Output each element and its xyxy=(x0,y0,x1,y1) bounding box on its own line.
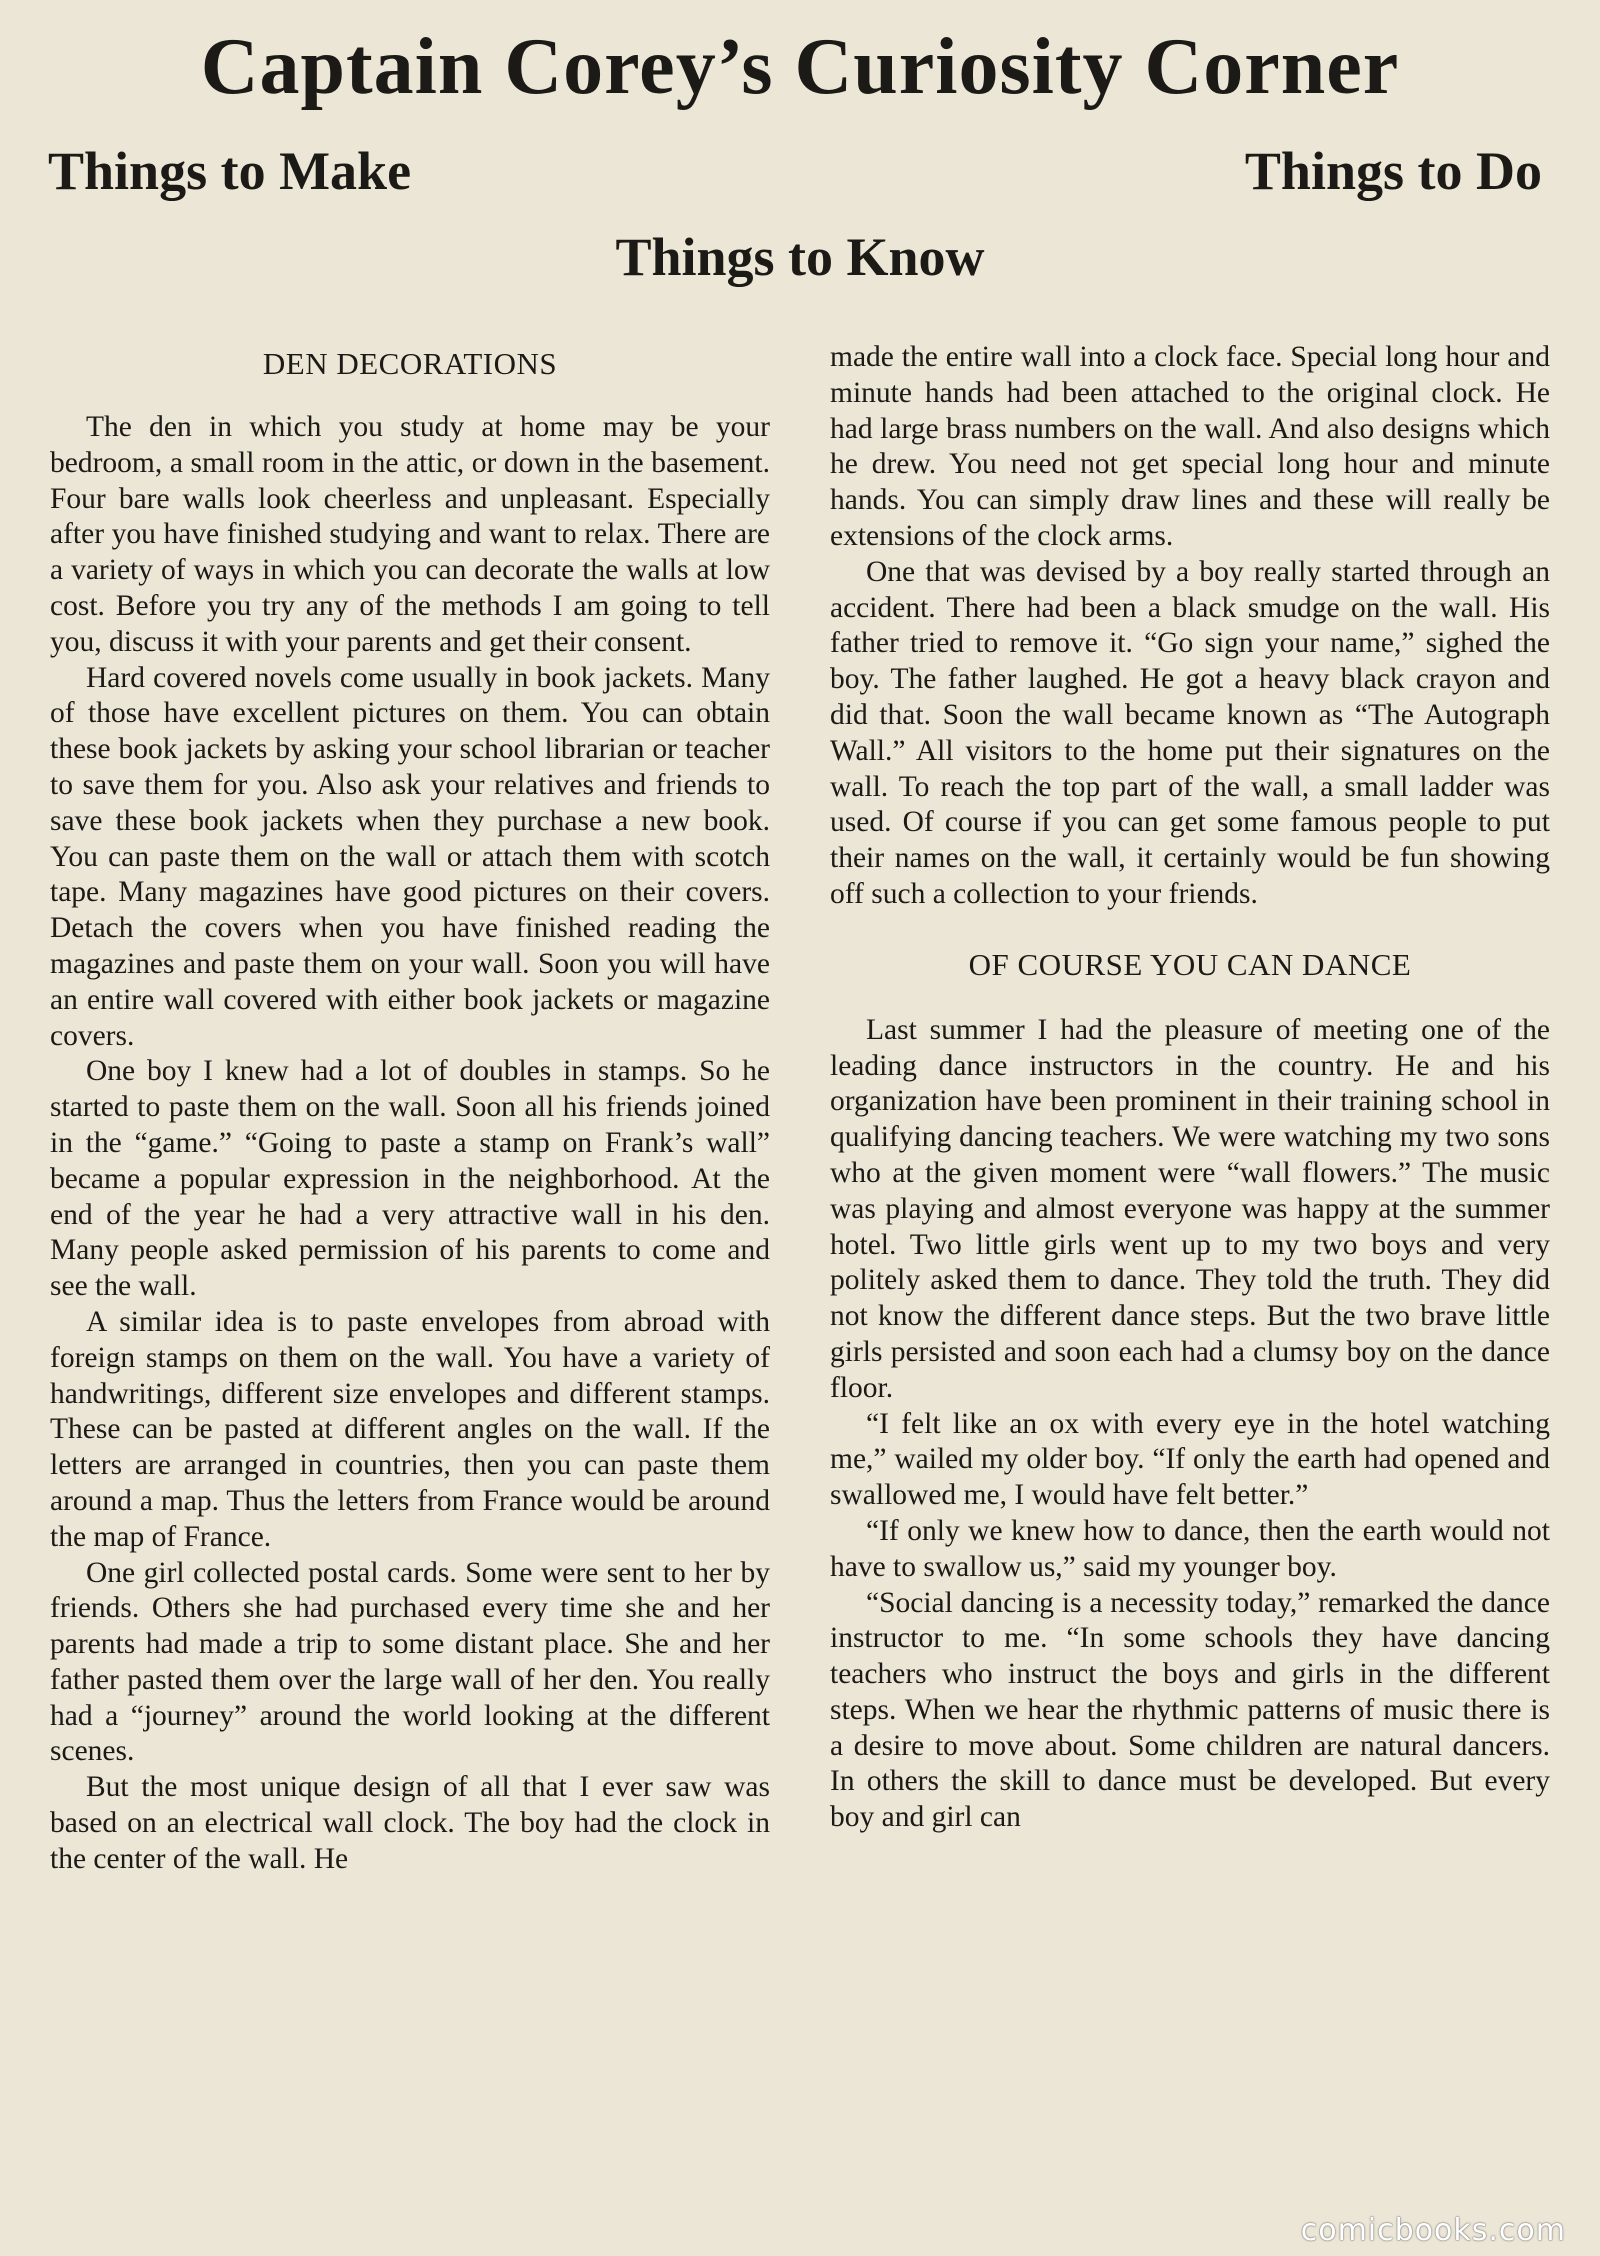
subtitle-things-to-do: Things to Do xyxy=(1244,141,1542,201)
left-column xyxy=(50,340,770,1878)
page-title: Captain Corey’s Curiosity Corner xyxy=(200,23,1400,111)
paragraph: One girl collected postal cards. Some were sent to her by friends. Others she had purchased every time she and her parents had made a trip to some distant place. She and her father pasted them over the large wall of her den. You really had a “journey” around the world looking at the different scenes. xyxy=(50,1556,770,1768)
paragraph: But the most unique design of all that I ever saw was based on an electrical wall clock. The boy had the clock in the center of the wall. He xyxy=(50,1771,770,1875)
paragraph: One boy I knew had a lot of doubles in stamps. So he started to paste them on the wall. Soon all his friends joined in the “game.” “Going to paste a stamp on Frank’s wall” became a popular expression in the neighborhood. At the end of the year he had a very attractive wall in his den. Many people asked permission of his parents to come and see the wall. xyxy=(50,1055,770,1303)
paragraph: “Social dancing is a necessity today,” remarked the dance instructor to me. “In some schools they have dancing teachers who instruct the boys and girls in the different steps. When we hear the rhythmic patterns of music there is a desire to move about. Some children are natural dancers. In others the skill to dance must be developed. But every boy and girl can xyxy=(830,1586,1550,1834)
subtitle-things-to-know: Things to Know xyxy=(615,227,985,287)
watermark: comicbooks.com xyxy=(1300,2213,1566,2248)
right-column xyxy=(830,340,1550,1836)
paragraph: “If only we knew how to dance, then the earth would not have to swallow us,” said my younger boy. xyxy=(830,1514,1550,1583)
paragraph: Last summer I had the pleasure of meeting one of the leading dance instructors in the country. He and his organization have been prominent in their training school in qualifying dancing teachers. We were watching my two sons who at the given moment were “wall flowers.” The music was playing and almost everyone was happy at the summer hotel. Two little girls went up to my two boys and very politely asked them to dance. They told the truth. They did not know the different dance steps. But the two brave little girls persisted and soon each had a clumsy boy on the dance floor. xyxy=(830,1013,1550,1404)
paragraph: One that was devised by a boy really started through an accident. There had been a black smudge on the wall. His father tried to remove it. “Go sign your name,” sighed the boy. The father laughed. He got a heavy black crayon and did that. Soon the wall became known as “The Autograph Wall.” All visitors to the home put their signatures on the wall. To reach the top part of the wall, a small ladder was used. Of course if you can get some famous people to put their names on the wall, it certainly would be fun showing off such a collection to your friends. xyxy=(830,555,1550,910)
paragraph: “I felt like an ox with every eye in the hotel watching me,” wailed my older boy. “If only the earth had opened and swallowed me, I would have felt better.” xyxy=(830,1407,1550,1512)
section-heading-den-decorations: DEN DECORATIONS xyxy=(262,346,558,381)
paragraph: The den in which you study at home may be your bedroom, a small room in the attic, or down in the basement. Four bare walls look cheerless and unpleasant. Especially after you have finished studying and want to relax. There are a variety of ways in which you can decorate the walls at low cost. Before you try any of the methods I am going to tell you, discuss it with your parents and get their consent. xyxy=(50,411,770,658)
subtitle-things-to-make: Things to Make xyxy=(48,141,412,201)
paragraph-continued: made the entire wall into a clock face. Special long hour and minute hands had been attached to the original clock. He had large brass numbers on the wall. And also designs which he drew. You need not get special long hour and minute hands. You can simply draw lines and these will really be extensions of the clock arms. xyxy=(830,341,1550,552)
paragraph: A similar idea is to paste envelopes from abroad with foreign stamps on them on the wall. You have a variety of handwritings, different size envelopes and different stamps. These can be pasted at different angles on the wall. If the letters are arranged in countries, then you can paste them around a map. Thus the letters from France would be around the map of France. xyxy=(50,1305,770,1553)
paragraph: Hard covered novels come usually in book jackets. Many of those have excellent pictures on them. You can obtain these book jackets by asking your school librarian or teacher to save them for you. Also ask your relatives and friends to save these book jackets when they purchase a new book. You can paste them on the wall or attach them with scotch tape. Many magazines have good pictures on their covers. Detach the covers when you have finished reading the magazines and paste them on your wall. Soon you will have an entire wall covered with either book jackets or magazine covers. xyxy=(50,661,770,1052)
section-heading-of-course-you-can-dance: OF COURSE YOU CAN DANCE xyxy=(968,946,1412,982)
